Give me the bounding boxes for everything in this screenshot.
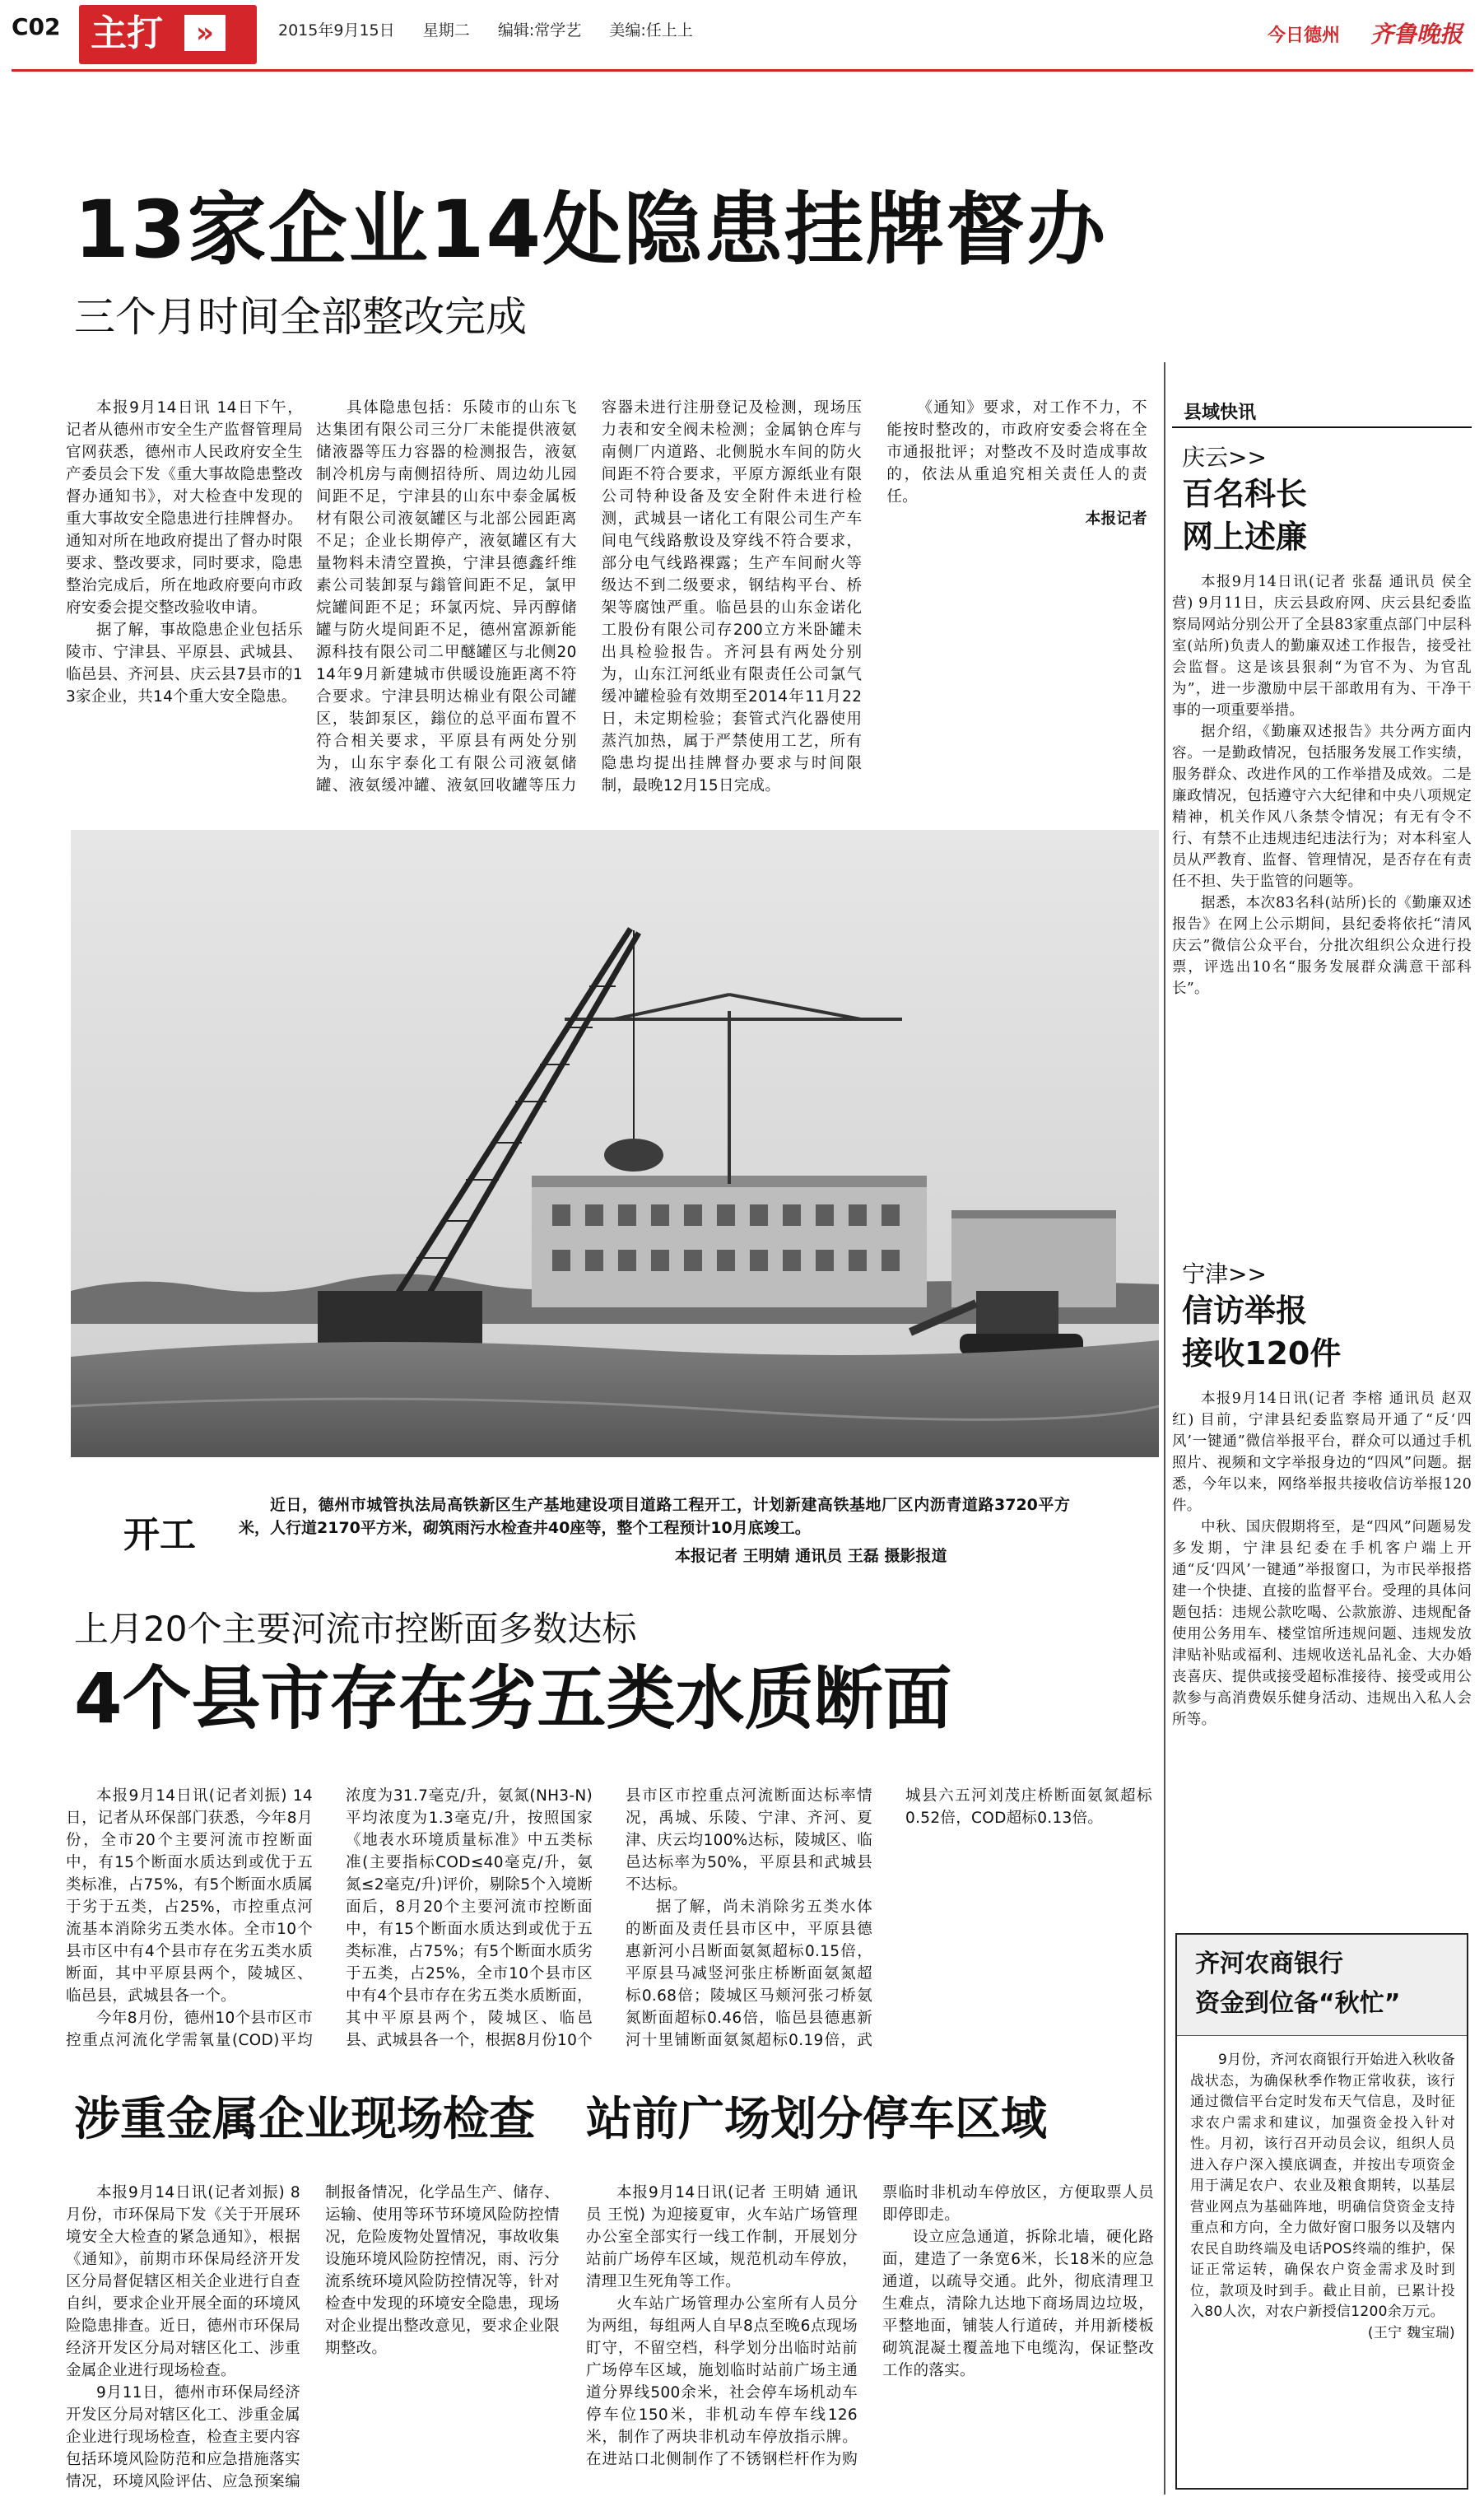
designer-credit: 美编:任上上: [609, 21, 693, 40]
chevron-right-icon: »: [184, 15, 226, 51]
metal-paragraph: 本报9月14日讯(记者刘振) 8月份，市环保局下发《关于开展环境安全大检查的紧急通知》，根据《通知》，前期市环保局经济开发区分局督促辖区相关企业进行自查自纠，要求企业开展全面的环境风险隐患排查。近日，德州市环保局经济开发区分局对辖区化工、涉重金属企业进行现场检查。: [66, 2184, 300, 2379]
paper-logo: 齐鲁晚报: [1370, 21, 1463, 48]
photo-caption-text: 近日，德州市城管执法局高铁新区生产基地建设项目道路工程开工，计划新建高铁基地厂区内沥青道路3720平方米，人行道2170平方米，砌筑雨污水检查井40座等，整个工程预计10月底竣工。: [239, 1496, 1070, 1537]
sidebar-paragraph: 据悉，本次83名科(站所)长的《勤廉双述报告》在网上公示期间，县纪委将依托“清风庆云”微信公众平台，分批次组织公众进行投票，评选出10名“服务发展群众满意干部科长”。: [1172, 895, 1472, 997]
section-title: 主打: [91, 12, 163, 54]
plaza-body: [586, 2182, 1154, 2495]
sidebar-item-body: [1190, 2050, 1455, 2344]
paper-tag: 今日德州: [1268, 26, 1341, 46]
plaza-headline: 站前广场划分停车区域: [586, 2093, 1047, 2146]
masthead-rule: [12, 69, 1473, 72]
sidebar-title-rule: [1172, 426, 1472, 428]
lead-byline: 本报记者: [1085, 510, 1147, 528]
sidebar-paragraph: 9月份，齐河农商银行开始进入秋收备战状态，为确保秋季作物正常收获，该行通过微信平台定时发布天气信息，及时征求农户需求和建议，加强资金投入针对性。月初，该行召开动员会议，组织人员进入存户深入摸底调查，并按出专项资金用于满足农户、农业及粮食期转，以基层营业网点为基础阵地，明确信贷资金支持重点和方向，全力做好窗口服务以及辖内农民自助终端及电话POS终端的维护，保证正常运转，确保农户资金需求及时到位，款项及时到手。截止目前，已累计投入80人次，对农户新授信1200余万元。: [1190, 2052, 1455, 2320]
issue-info: [278, 18, 693, 40]
sidebar-item-title: 信访举报: [1182, 1293, 1308, 1329]
photo-illustration: [71, 830, 1159, 1457]
issue-weekday: 星期二: [422, 21, 470, 40]
sidebar-item-place: 宁津>>: [1182, 1260, 1267, 1288]
plaza-paragraph: 本报9月14日讯(记者 王明婧 通讯员 王悦) 为迎接夏审，火车站广场管理办公室全部实行一线工作制，开展划分站前广场停车区域，规范机动车停放，清理卫生死角等工作。: [586, 2184, 858, 2290]
issue-date: 2015年9月15日: [278, 21, 395, 40]
page-number: C02: [12, 13, 61, 40]
sidebar-paragraph: 中秋、国庆假期将至，是“四风”问题易发多发期，宁津县纪委在手机客户端上开通“反‘四风’一键通”举报窗口，为市民举报搭建一个快捷、直接的监督平台。受理的具体问题包括：违规公款吃喝、公款旅游、违规配备使用公务用车、楼堂馆所违规问题、违规发放津贴补贴或福利、违规收送礼品礼金、大办婚丧喜庆、提供或接受超标准接待、接受或用公款参与高消费娱乐健身活动、违规出入私人会所等。: [1172, 1519, 1472, 1728]
masthead: [0, 0, 1484, 76]
lead-column-1: [66, 397, 303, 808]
lead-subhead: 三个月时间全部整改完成: [74, 293, 527, 341]
sidebar-item-qingyun: [1172, 443, 1472, 999]
water-kicker: 上月20个主要河流市控断面多数达标: [74, 1609, 637, 1649]
lead-paragraph: 据了解，事故隐患企业包括乐陵市、宁津县、平原县、武城县、临邑县、齐河县、庆云县7县市的13家企业，共14个重大安全隐患。: [66, 622, 303, 706]
lead-paragraph: 具体隐患包括：乐陵市的山东飞达集团有限公司三分厂未能提供液氨储液器等压力容器的检测报告，液氨制冷机房与南侧招待所、周边幼儿园间距不足，宁津县的山东中泰金属板材有限公司液氨罐区与北部公园距离不足；企业长期停产，液氨罐区有大量物料未清空置换，宁津县德鑫纤维素公司装卸泵与鎓管间距不足，氯甲烷罐间距不足；环氯丙烷、异丙醇储罐与防火堤间距不足，德州富源新能源科技有限公司二甲醚罐区与北侧2014年9月新建城市供暖设施距离不符合要求。宁津县明达棉业有限公司罐区，装卸泵区，鎓位的总平面布置不符合相关要求，平原县有两处分别为，山东宇泰化工有限公司液氨储罐、液氨缓冲罐、液氨回收罐等压力容器未进行注册登记及检测，现场压力表和安全阀未检测；金属钠仓库与南侧厂内道路、北侧脱水车间的防火间距不符合要求，平原方源纸业有限公司特种设备及安全附件未进行检测，武城县一诸化工有限公司生产车间电气线路敷设及穿线不符合要求，部分电气线路裸露；生产车间耐火等级达不到二级要求，钢结构平台、桥架等腐蚀严重。临邑县的山东金诺化工股份有限公司存200立方米卧罐未出具检验报告。齐河县有两处分别为，山东江河纸业有限责任公司氯气缓冲罐检验有效期至2014年11月22日，未定期检验；套管式汽化器使用蒸汽加热，属于严禁使用工艺，所有隐患均提出挂牌督办要求与时间限制，最晚12月15日完成。: [316, 399, 863, 794]
water-headline: 4个县市存在劣五类水质断面: [74, 1658, 952, 1739]
sidebar-item-title: 百名科长: [1182, 476, 1308, 512]
lead-headline: 13家企业14处隐患挂牌督办: [74, 184, 1108, 276]
lead-paragraph: 《通知》要求，对工作不力，不能按时整改的，市政府安委会将在全市通报批评；对整改不及时造成事故的，依法从重追究相关责任人的责任。: [886, 399, 1147, 505]
construction-photo: [71, 830, 1159, 1457]
water-paragraph: 本报9月14日讯(记者刘振) 14日，记者从环保部门获悉，今年8月份，全市20个主要河流市控断面中，有15个断面水质达到或优于五类标准，占75%，有5个断面水质属于劣于五类，占25%，市控重点河流基本消除劣五类水体。全市10个县市区中有4个县市存在劣五类水质断面，其中平原县两个，陵城区、临邑县，武城县各一个。: [66, 1787, 313, 2005]
metal-body: [66, 2182, 560, 2495]
sidebar-item-place: 庆云>>: [1182, 444, 1267, 471]
sidebar-credit: (王宁 魏宝瑞): [1367, 2324, 1455, 2341]
photo-caption: [239, 1493, 1070, 1540]
metal-headline: 涉重金属企业现场检查: [74, 2093, 535, 2146]
editor-credit: 编辑:常学艺: [497, 21, 582, 40]
sidebar-item-body: [1172, 1388, 1472, 1731]
sidebar-item-title: 网上述廉: [1182, 519, 1308, 555]
sidebar-paragraph: 本报9月14日讯(记者 张磊 通讯员 侯全营) 9月11日，庆云县政府网、庆云县纪委监察局网站分别公开了全县83家重点部门中层科室(站所)负责人的勤廉双述工作报告，接受社会监督。这是该县狠刹“为官不为、为官乱为”，进一步激励中层干部敢用有为、干净干事的一项重要举措。: [1172, 574, 1472, 719]
sidebar-item-title: 接收120件: [1182, 1335, 1342, 1372]
water-paragraph: 今年8月份，德州10个县市区市控重点河流化学需氧量(COD)平均浓度为31.7毫克/升，氨氮(NH3-N)平均浓度为1.3毫克/升，按照国家《地表水环境质量标准》中五类标准(主要指标COD≤40毫克/升，氨氮≤2毫克/升)评价，剔除5个入境断面后，8月20个主要河流市控断面中，有15个断面水质达到或优于五类标准，占75%；有5个断面水质劣于五类，占25%，全市10个县市区中有4个县市存在劣五类水质断面，其中平原县两个，陵城区、临邑县、武城县各一个，根据8月份10个县市区市控重点河流断面达标率情况，禹城、乐陵、宁津、齐河、夏津、庆云均100%达标，陵城区、临邑达标率为50%，平原县和武城县不达标。: [66, 1787, 872, 2049]
sidebar-item-ningjin: [1172, 1260, 1472, 1731]
sidebar: [1172, 370, 1477, 2495]
sidebar-item-title: 齐河农商银行: [1195, 1950, 1343, 1978]
metal-paragraph: 9月11日，德州市环保局经济开发区分局对辖区化工、涉重金属企业进行现场检查，检查主要内容包括环境风险防范和应急措施落实情况，环境风险评估、应急预案编制报备情况，化学品生产、储存、运输、使用等环节环境风险防控情况，危险废物处置情况，事故收集设施环境风险防控情况，雨、污分流系统环境风险防控情况等，针对检查中发现的环境安全隐患，现场对企业提出整改意见，要求企业限期整改。: [66, 2184, 560, 2490]
photo-label: 开工: [123, 1514, 196, 1556]
sidebar-paragraph: 本报9月14日讯(记者 李榕 通讯员 赵双红) 目前，宁津县纪委监察局开通了“反‘四风’一键通”微信举报平台，群众可以通过手机照片、视频和文字举报身边的“四风”问题。据悉，今年以来，网络举报共接收信访举报120件。: [1172, 1391, 1472, 1514]
water-body: [66, 1785, 1152, 2052]
plaza-paragraph: 火车站广场管理办公室所有人员分为两组，每组两人自早8点至晚6点现场盯守，不留空档，科学划分出临时站前广场停车区域，施划临时站前广场主通道分界线500余米，社会停车场机动车停车位150米，非机动车停车线126米，制作了两块非机动车停放指示牌。在进站口北侧制作了不锈钢栏杆作为购票临时非机动车停放区，方便取票人员即停即走。: [586, 2184, 1154, 2468]
sidebar-divider: [1164, 362, 1165, 2495]
lead-column-2: [316, 397, 1147, 808]
sidebar-title: 县域快讯: [1184, 403, 1257, 423]
sidebar-item-body: [1172, 571, 1472, 999]
sidebar-item-title: 资金到位备“秋忙”: [1195, 1989, 1401, 2018]
photo-credit: 本报记者 王明婧 通讯员 王磊 摄影报道: [675, 1547, 947, 1565]
lead-paragraph: 本报9月14日讯 14日下午，记者从德州市安全生产监督管理局官网获悉，德州市人民政府安全生产委员会下发《重大事故隐患整改督办通知书》，对大检查中发现的重大事故安全隐患进行挂牌督办。通知对所在地政府提出了督办时限要求、整改要求，同时要求，隐患整治完成后，所在地政府要向市政府安委会提交整改验收申请。: [66, 399, 303, 617]
sidebar-item-bank: [1175, 1933, 1468, 2490]
sidebar-paragraph: 据介绍，《勤廉双述报告》共分两方面内容。一是勤政情况，包括服务发展工作实绩，服务群众、改进作风的工作举措及成效。二是廉政情况，包括遵守六大纪律和中央八项规定精神，机关作风八条禁令情况；有无有令不行、有禁不止违规违纪违法行为；对本科室人员从严教育、监督、管理情况，是否存在有责任不担、失于监管的问题等。: [1172, 724, 1472, 890]
plaza-paragraph: 设立应急通道，拆除北墙，硬化路面，建造了一条宽6米，长18米的应急通道，以疏导交通。此外，彻底清理卫生难点，清除九达地下商场周边垃圾，平整地面，铺装人行道砖，并用新楼板砌筑混凝土覆盖地下电缆沟，保证整改工作的落实。: [882, 2229, 1154, 2379]
section-badge: [79, 5, 257, 64]
water-paragraph: 据了解，尚未消除劣五类水体的断面及责任县市区中，平原县德惠新河小吕断面氨氮超标0.15倍，平原县马减竖河张庄桥断面氨氮超标0.68倍；陵城区马颊河张刁桥氨氮断面超标0.46倍，临邑县德惠新河十里铺断面氨氮超标0.19倍，武城县六五河刘茂庄桥断面氨氮超标0.52倍，COD超标0.13倍。: [626, 1787, 1152, 2049]
